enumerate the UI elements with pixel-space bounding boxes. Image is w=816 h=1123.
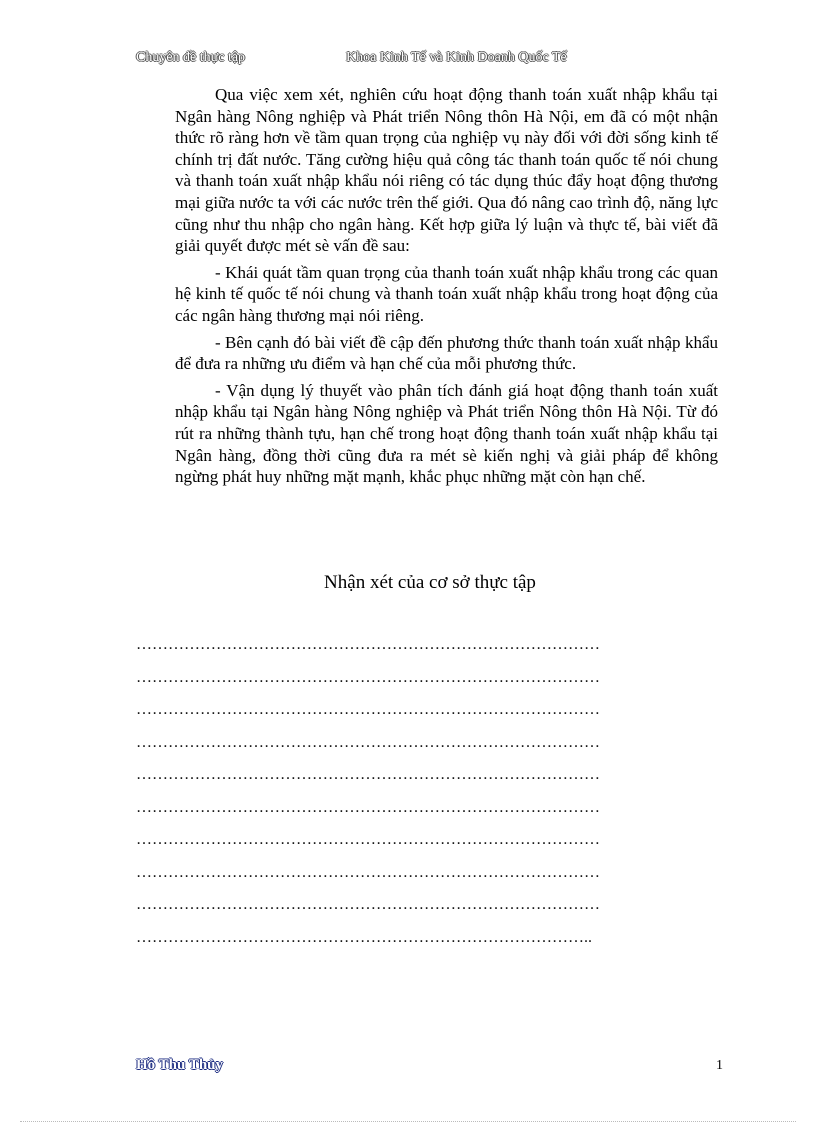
- paragraph-3: - Bên cạnh đó bài viết đề cập đến phương thức thanh toán xuất nhập khẩu để đưa ra những ưu điểm và hạn chế của mỗi phương thức.: [175, 332, 718, 374]
- section-title: Nhận xét của cơ sở thực tập: [324, 572, 536, 593]
- dotted-line: ……………………………………………………………………………: [136, 896, 600, 913]
- dotted-line: ……………………………………………………………………………: [136, 798, 600, 816]
- header-right-title: Khoa Kinh Tế và Kinh Doanh Quốc Tế: [346, 50, 567, 65]
- paragraph-1: Qua việc xem xét, nghiên cứu hoạt động thanh toán xuất nhập khẩu tại Ngân hàng Nông nghiệp và Phát triển Nông thôn Hà Nội, em đã có một nhận thức rõ ràng hơn về tầm quan trọng của nghiệp vụ này đối với đời sống kinh tế chính trị đất nước. Tăng cường hiệu quả công tác thanh toán quốc tế nói chung và thanh toán xuất nhập khẩu nói riêng có tác dụng thúc đẩy hoạt động thương mại giữa nước ta với các nước trên thế giới. Qua đó nâng cao trình độ, năng lực cũng như thu nhập cho ngân hàng. Kết hợp giữa lý luận và thực tế, bài viết đã giải quyết được mét sè vấn đề sau:: [175, 85, 718, 256]
- dotted-line: ……………………………………………………………………………: [136, 766, 600, 783]
- paragraph-2: - Khái quát tầm quan trọng của thanh toán xuất nhập khẩu trong các quan hệ kinh tế quốc tế nói chung và thanh toán xuất nhập khẩu trong hoạt động của các ngân hàng thương mại nói riêng.: [175, 262, 718, 325]
- comment-dotted-lines: [136, 636, 726, 961]
- dotted-line: …………………………………………………………………………..: [136, 928, 592, 946]
- dotted-line: ……………………………………………………………………………: [136, 668, 600, 686]
- footer-author: Hồ Thu Thủy: [136, 1057, 224, 1073]
- page-number: 1: [716, 1058, 723, 1073]
- body-text: [175, 84, 718, 493]
- dotted-line: ……………………………………………………………………………: [136, 831, 600, 848]
- header-left-title: Chuyên đề thực tập: [136, 50, 246, 65]
- dotted-line: ……………………………………………………………………………: [136, 863, 600, 881]
- dotted-line: ……………………………………………………………………………: [136, 636, 600, 653]
- paragraph-4: - Vận dụng lý thuyết vào phân tích đánh giá hoạt động thanh toán xuất nhập khẩu tại Ngân hàng Nông nghiệp và Phát triển Nông thôn Hà Nội. Từ đó rút ra những thành tựu, hạn chế trong hoạt động thanh toán xuất nhập khẩu tại Ngân hàng, đồng thời cũng đưa ra mét sè kiến nghị và giải pháp để không ngừng phát huy những mặt mạnh, khắc phục những mặt còn hạn chế.: [175, 380, 718, 487]
- dotted-line: ……………………………………………………………………………: [136, 733, 600, 751]
- page-divider: [20, 1121, 796, 1122]
- dotted-line: ……………………………………………………………………………: [136, 701, 600, 718]
